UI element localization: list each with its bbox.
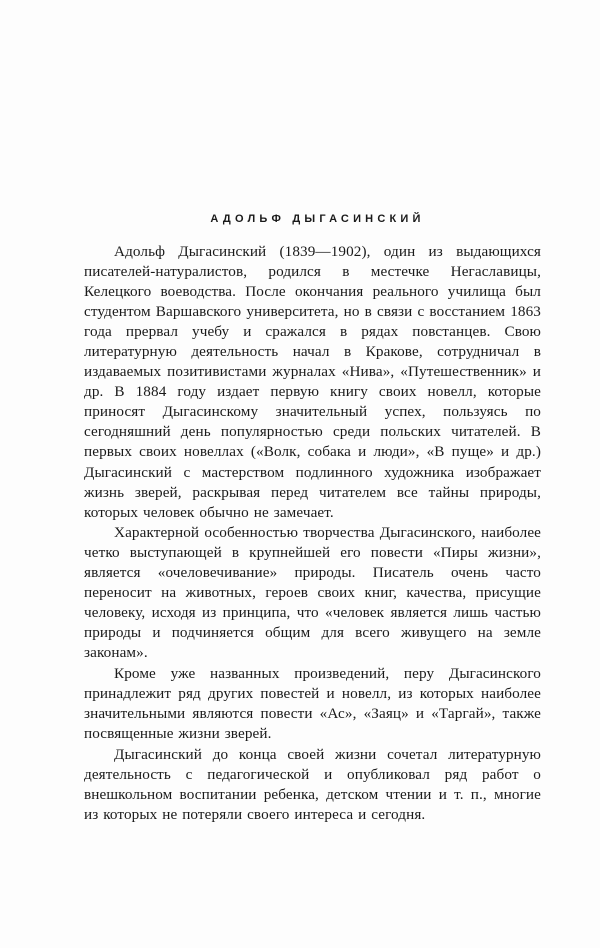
paragraph-3: Кроме уже названных произведений, перу Дыгасинского принадлежит ряд других повестей и новелл, из которых наиболее значительными являются повести «Ас», «Заяц» и «Таргай», также посвященные жизни зверей.: [84, 664, 541, 743]
article-title: АДОЛЬФ ДЫГАСИНСКИЙ: [210, 213, 425, 225]
paragraph-1: Адольф Дыгасинский (1839—1902), один из выдающихся писателей-натуралистов, родился в местечке Негаславицы, Келецкого воеводства. После окончания реального училища был студентом Варшавского университета, но в связи с восстанием 1863 года прервал учебу и сражался в рядах повстанцев. Свою литературную деятельность начал в Кракове, сотрудничал в издаваемых позитивистами журналах «Нива», «Путешественник» и др. В 1884 году издает первую книгу своих новелл, которые приносят Дыгасинскому значительный успех, пользуясь по сегодняшний день популярностью среди польских читателей. В первых своих новеллах («Волк, собака и люди», «В пуще» и др.) Дыгасинский с мастерством подлинного художника изображает жизнь зверей, раскрывая перед читателем все тайны природы, которых человек обычно не замечает.: [84, 243, 541, 521]
paragraph-4: Дыгасинский до конца своей жизни сочетал литературную деятельность с педагогической и опубликовал ряд работ о внешкольном воспитании ребенка, детском чтении и т. п., многие из которых не потеряли своего интереса и сегодня.: [84, 746, 541, 824]
paragraph-2: Характерной особенностью творчества Дыгасинского, наиболее четко выступающей в крупнейшей его повести «Пиры жизни», является «очеловечивание» природы. Писатель очень часто переносит на животных, героев своих книг, качества, присущие человеку, исходя из принципа, что «человек является лишь частью природы и подчиняется общим для всего живущего на земле законам».: [84, 523, 541, 661]
document-page: [84, 210, 541, 825]
